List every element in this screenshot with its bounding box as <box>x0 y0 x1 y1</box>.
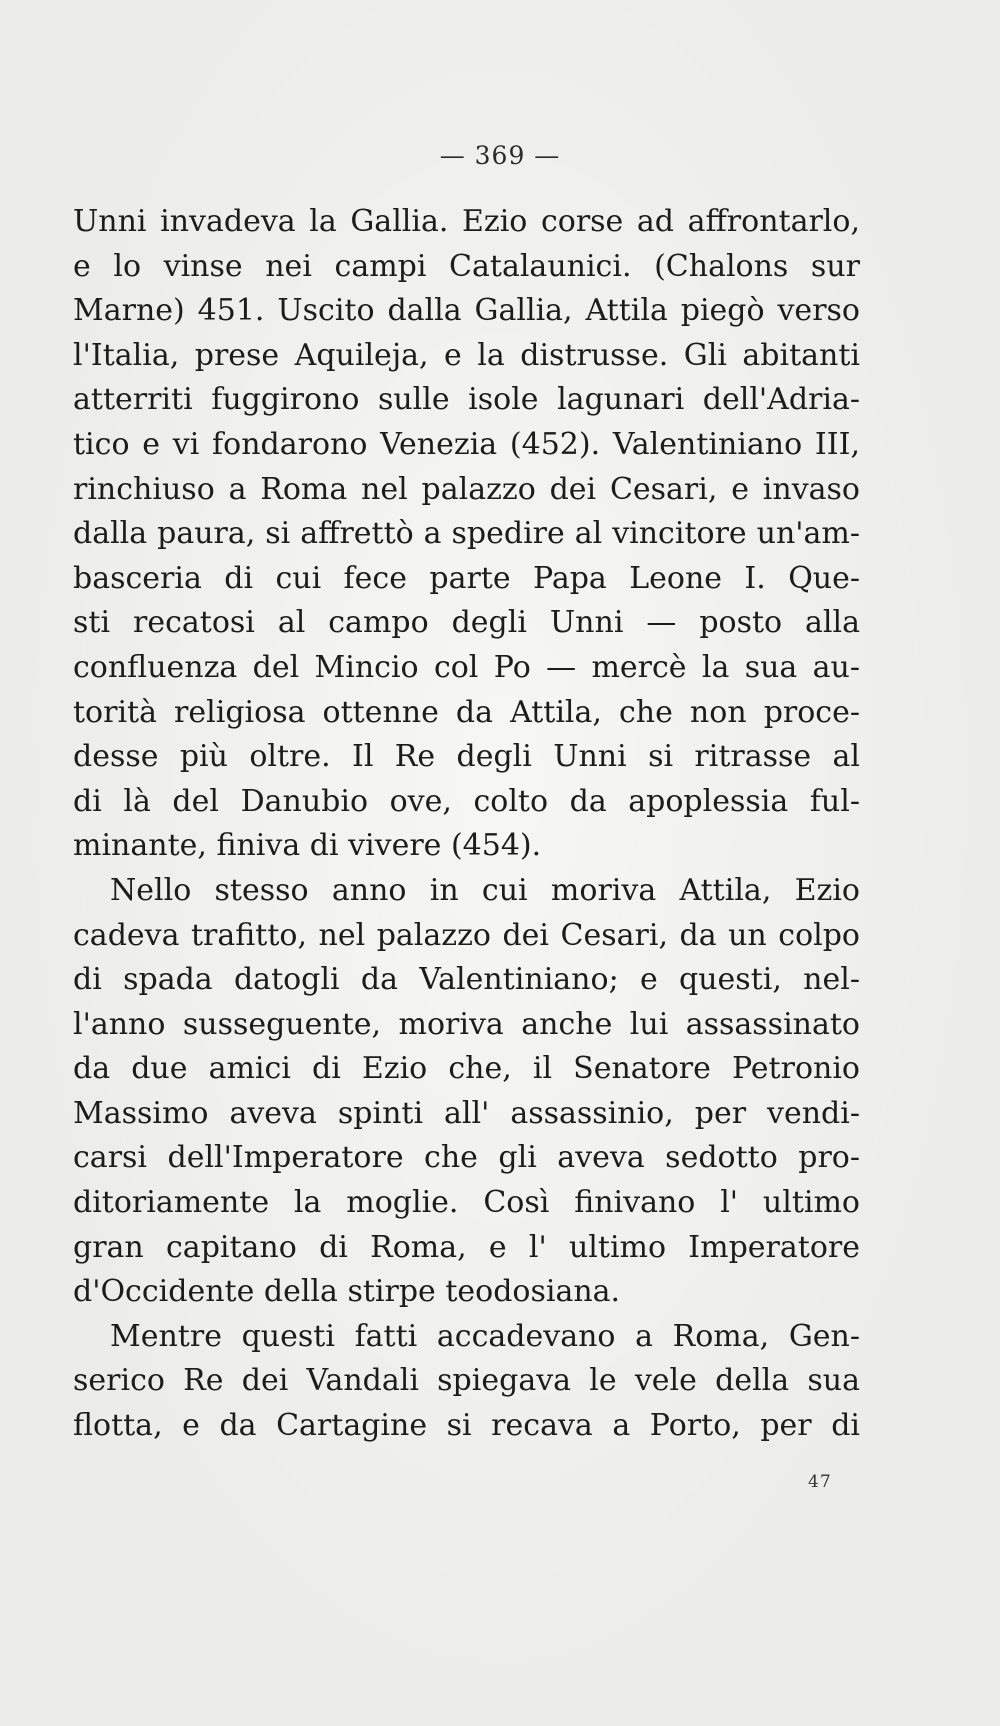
text-line: gran capitano di Roma, e l' ultimo Imperatore <box>73 1229 860 1265</box>
text-line: Unni invadeva la Gallia. Ezio corse ad affrontarlo, <box>73 204 860 239</box>
text-line: rinchiuso a Roma nel palazzo dei Cesari, e invaso <box>73 471 860 507</box>
text-line: di là del Danubio ove, colto da apoplessia ful- <box>73 783 860 819</box>
text-line: l'Italia, prese Aquileja, e la distrusse. Gli abitanti <box>73 337 860 373</box>
paragraph-end-line: minante, finiva di vivere (454). <box>73 828 542 864</box>
text-line: cadeva trafitto, nel palazzo dei Cesari, da un colpo <box>73 917 860 953</box>
text-line: sti recatosi al campo degli Unni — posto alla <box>73 605 860 641</box>
text-line: confluenza del Mincio col Po — mercè la sua au- <box>73 649 860 685</box>
signature-mark: 47 <box>808 1472 832 1492</box>
text-line: da due amici di Ezio che, il Senatore Petronio <box>73 1051 860 1087</box>
text-line: ditoriamente la moglie. Così finivano l' ultimo <box>73 1185 860 1221</box>
body-text <box>73 200 860 1449</box>
text-line: Marne) 451. Uscito dalla Gallia, Attila piegò verso <box>73 293 860 329</box>
text-line: Massimo aveva spinti all' assassinio, per vendi- <box>73 1095 860 1131</box>
text-line: torità religiosa ottenne da Attila, che non proce- <box>73 694 860 730</box>
text-line: di spada datogli da Valentiniano; e questi, nel- <box>73 962 860 998</box>
paragraph-end-line: d'Occidente della stirpe teodosiana. <box>73 1274 621 1310</box>
text-line: dalla paura, si affrettò a spedire al vincitore un'am- <box>73 516 860 552</box>
text-line: desse più oltre. Il Re degli Unni si ritrasse al <box>73 739 860 775</box>
paragraph-start-line: Mentre questi fatti accadevano a Roma, Gen- <box>110 1318 860 1354</box>
text-line: e lo vinse nei campi Catalaunici. (Chalons sur <box>73 248 860 284</box>
text-line: l'anno susseguente, moriva anche lui assassinato <box>73 1006 860 1042</box>
text-line: flotta, e da Cartagine si recava a Porto, per di <box>73 1408 860 1444</box>
text-line: tico e vi fondarono Venezia (452). Valentiniano III, <box>73 426 860 462</box>
paragraph-start-line: Nello stesso anno in cui moriva Attila, Ezio <box>110 872 860 908</box>
page-number: — 369 — <box>439 141 561 170</box>
text-line: carsi dell'Imperatore che gli aveva sedotto pro- <box>73 1140 860 1176</box>
text-line: serico Re dei Vandali spiegava le vele della sua <box>73 1363 860 1399</box>
text-line: basceria di cui fece parte Papa Leone I. Que- <box>73 560 860 596</box>
text-line: atterriti fuggirono sulle isole lagunari dell'Adria- <box>73 382 860 418</box>
